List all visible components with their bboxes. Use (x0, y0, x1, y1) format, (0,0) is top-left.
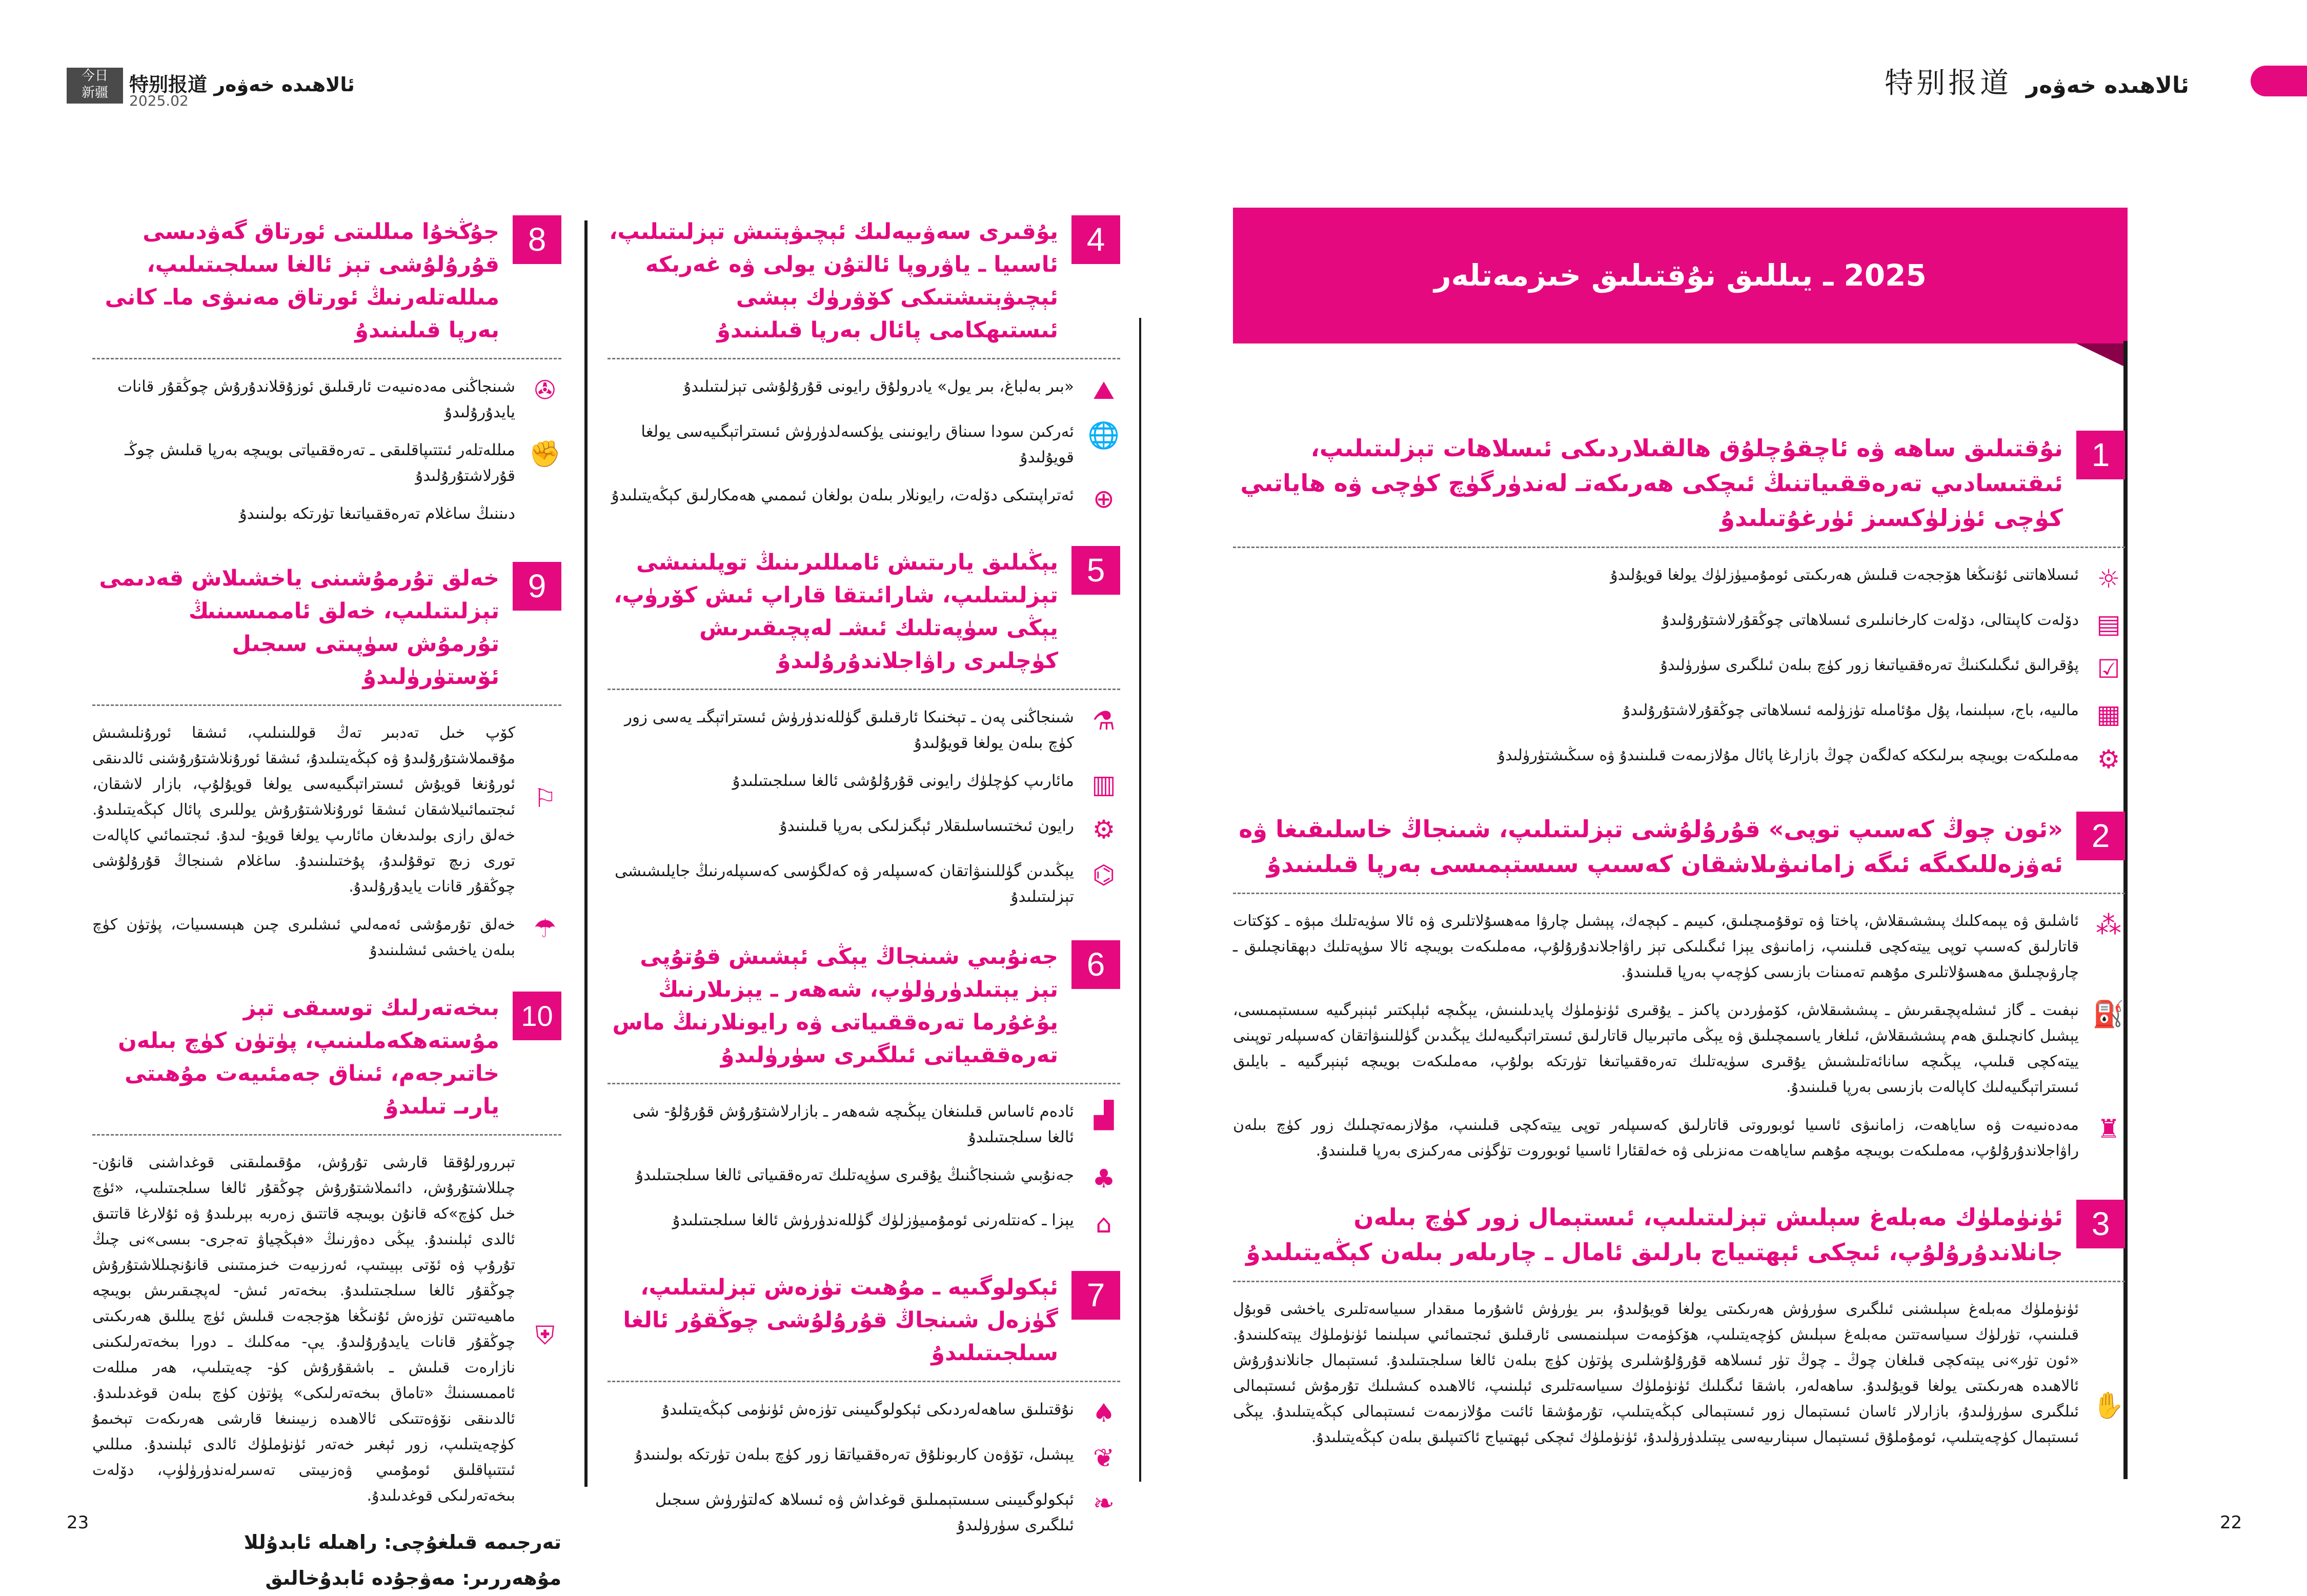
list-item (92, 437, 561, 489)
list-item (608, 374, 1120, 407)
list-item (1233, 698, 2125, 731)
people-care-icon: ⚐ (533, 783, 557, 813)
column-divider-1 (584, 220, 588, 1487)
dashed-rule (608, 1381, 1120, 1382)
hand-coin-icon: ✋ (2092, 1390, 2125, 1420)
section-3 (1233, 1200, 2125, 1450)
list-item-text: مالىيە، باج، سېلىنما، پۇل مۇئامىلە تۈزۈلمە ئىسلاھاتى چوڭقۇرلاشتۇرۇلىدۇ (1623, 701, 2079, 719)
paragraph-block (1233, 998, 2125, 1100)
list-item-text: ئەتراپىتىكى دۆلەت، رايونلار بىلەن بولغان ئىممىي ھەمكارلىق كېڭەيتىلىدۇ (611, 486, 1074, 504)
logo-line-1: 今日 (81, 68, 108, 84)
translator-credit: تەرجىمە قىلغۇچى: راھىلە ئابدۇللا (244, 1531, 561, 1553)
list-item-text: يېزا ـ كەنتلەرنى ئومۇمىيۈزلۈك گۈللەندۈرۈش ئالغا سىلجىتىلىدۇ (672, 1211, 1074, 1229)
list-item (608, 482, 1120, 515)
paragraph: خەلق تۇرمۇشى ئەمەلىي ئىشلىرى چىن ھېسسىيات، پۈتۈن كۈچ بىلەن ياخشى ئىشلىنىدۇ (92, 916, 515, 959)
unity-icon: ✇ (534, 375, 556, 405)
dashed-rule (1233, 547, 2125, 548)
left-column (92, 215, 561, 1596)
dashed-rule (92, 358, 561, 359)
right-header-title-ug: ئالاھىدە خەۋەر (2026, 72, 2189, 98)
list-item-text: رايون ئىختىساسلىقلار ئېگىزلىكى بەرپا قىلىنىدۇ (779, 817, 1074, 835)
header-color-tab (2251, 66, 2307, 96)
paragraph-block (92, 720, 561, 900)
section-5 (608, 546, 1120, 910)
section-title: بىخەتەرلىك توسىقى تېز مۇستەھكەملىنىپ، پۈتۈن كۈچ بىلەن خاتىرجەم، ئىناق جەمئىيەت مۇھىتى يارىـ تىلىدۇ (118, 995, 499, 1119)
title-banner (1233, 208, 2128, 344)
section-7 (608, 1271, 1120, 1538)
section-number: 6 (1071, 940, 1120, 989)
section-2 (1233, 812, 2125, 1164)
oil-pump-icon: ⛽ (2092, 999, 2125, 1029)
list-item-text: ئادەم ئاساس قىلىنغان يېڭىچە شەھەر ـ بازارلاشتۇرۇش قۇرۇلۇ- شى ئالغا سىلجىتىلىدۇ (632, 1102, 1074, 1146)
finance-icon: ▦ (2096, 699, 2121, 729)
page-number-left: 23 (67, 1512, 89, 1533)
list-item (608, 1162, 1120, 1195)
magazine-logo (67, 68, 123, 104)
paragraph-block (92, 912, 561, 963)
list-item (1233, 562, 2125, 595)
list-item-text: يېشىل، تۆۋەن كاربونلۇق تەرەققىياتقا زور كۈچ بىلەن تۈرتكە بولىنىدۇ (635, 1445, 1074, 1464)
globe-network-icon: ⊕ (1093, 484, 1115, 514)
dashed-rule (92, 1134, 561, 1136)
list-item-text: مىللەتلەر ئىتتىپاقلىقى ـ تەرەققىياتى بويىچە بەرپا قىلىش چوڭـ قۇرلاشتۇرۇلىدۇ (125, 441, 515, 485)
section-8 (92, 215, 561, 534)
traveler-icon: ♜ (2097, 1114, 2120, 1144)
section-title: يېڭىلىق يارىتىش ئامىللىرىنىڭ توپلىنىشى تېزلىتىلىپ، شارائىتقا قاراپ ئىش كۆرۈپ، يېڭى سۈپەتلىك ئىشـ لەپچىقىرىش كۈچلىرى راۋاجلاندۇرۇلىدۇ (614, 550, 1058, 674)
dashed-rule (1233, 1281, 2125, 1282)
list-item-text: شىنجاڭنى مەدەنىيەت ئارقىلىق ئوزۇقلاندۇرۇش چوڭقۇر قانات يايدۇرۇلىدۇ (117, 377, 515, 421)
dashed-rule (608, 1083, 1120, 1084)
section-number: 5 (1071, 546, 1120, 595)
column-divider-2 (1139, 318, 1141, 1482)
paragraph-block (92, 1150, 561, 1509)
globe-icon: 🌐 (1087, 420, 1120, 450)
section-10 (92, 992, 561, 1509)
leaf-icon: ❦ (1093, 1443, 1115, 1473)
section-1 (1233, 431, 2125, 776)
banner-title: 2025 ـ يىللىق نۇقتىلىق خىزمەتلەر (1434, 258, 1927, 293)
section-title: «ئون چوڭ كەسىپ توپى» قۇرۇلۇشى تېزلىتىلىپ، شىنجاڭ خاسلىقىغا ۋە ئەۋزەللىكىگە ئىگە زامانىۋىلاشقان كەسىپ سىستېمىسى بەرپا قىلىنىدۇ (1239, 815, 2063, 878)
list-item-text: پۇقرالىق ئىگىلىكنىڭ تەرەققىياتىغا زور كۈچ بىلەن ئىلگىرى سۈرۈلىدۇ (1660, 656, 2079, 674)
list-item-text: دۆلەت كاپىتالى، دۆلەت كارخانىلىرى ئىسلاھاتى چوڭقۇرلاشتۇرۇلىدۇ (1662, 611, 2079, 629)
section-title: ئېكولوگىيە ـ مۇھىت تۈزەش تېزلىتىلىپ، گۈزەل شىنجاڭ قۇرۇلۇشى چوڭقۇر ئالغا سىلجىتىلىدۇ (623, 1275, 1058, 1366)
document-icon: ▤ (2096, 609, 2121, 639)
section-number: 9 (513, 562, 561, 611)
belt-road-icon: ⛰ (1093, 375, 1115, 405)
right-header-title-cn: 特别报道 (1885, 67, 2012, 100)
list-item (608, 1099, 1120, 1150)
list-item-text: جەنۇبىي شىنجاڭنىڭ يۇقىرى سۈپەتلىك تەرەققىياتى ئالغا سىلجىتىلىدۇ (636, 1166, 1074, 1184)
list-item (608, 1487, 1120, 1538)
list-item (608, 768, 1120, 801)
section-number: 3 (2076, 1200, 2125, 1248)
banner-fold (2076, 344, 2128, 368)
list-item (92, 501, 561, 534)
section-title: ئۈنۈملۈك مەبلەغ سېلىش تېزلىتىلىپ، ئىستېمال زور كۈچ بىلەن جانلاندۇرۇلۇپ، ئىچكى ئېھتىياج بارلىق ئامال ـ چارىلەر بىلەن كېڭەيتىلىدۇ (1246, 1203, 2063, 1266)
farmland-icon: ♣ (1092, 1164, 1116, 1194)
tree-icon: ♠ (1092, 1398, 1116, 1428)
network-icon: ⁂ (2096, 910, 2121, 940)
list-item (608, 813, 1120, 846)
paragraph-block (1233, 1113, 2125, 1164)
ecology-hand-icon: ❧ (1093, 1488, 1115, 1518)
section-title: خەلق تۇرمۇشىنى ياخشىلاش قەدىمى تېزلىتىلىپ، خەلق ئاممىسىنىڭ تۇرمۇش سۈپىتى سىجىل ئۆستۈرۈلىدۇ (99, 565, 499, 690)
list-item (608, 419, 1120, 470)
credits (92, 1524, 561, 1596)
paragraph-block (1233, 908, 2125, 985)
clipboard-icon: ☑ (2097, 654, 2120, 684)
list-item (608, 1442, 1120, 1474)
paragraph: مەدەنىيەت ۋە ساياھەت، زامانىۋى ئاسىيا ئوبوروتى قاتارلىق كەسىپلەر توپى ييتەكچى قىلىنىپ، مۇلازىمەتچىلىك زور كۈچ بىلەن راۋاجلاندۇرۇلۇپ، مەملىكەت بويىچە مۇھىم ساياھەت مەنزىلى ۋە خەلقئارا ئاسىيا ئوبوروت تۈگۈنى مەركىزى بەرپا قىلىنىدۇ. (1233, 1116, 2079, 1160)
list-item-text: «بىر بەلباغ، بىر يول» يادرولۇق رايونى قۇرۇلۇشى تېزلىتىلىدۇ (683, 377, 1074, 396)
section-title: جەنۇبىي شىنجاڭ يېڭى ئېشىش قۇتۇپى تېز يېتىلدۈرۈلۈپ، شەھەر ـ يېزىلارنىڭ يۇغۇرما تەرەققىياتى ۋە رايونلارنىڭ ماس تەرەققىياتى ئىلگىرى سۈرۈلىدۇ (612, 944, 1058, 1068)
right-page-header (1885, 60, 2189, 102)
microscope-icon: ⚗ (1092, 706, 1116, 736)
shield-icon: ⛨ (535, 1321, 555, 1350)
list-item (1233, 608, 2125, 640)
dashed-rule (92, 704, 561, 706)
section-number: 7 (1071, 1271, 1120, 1320)
list-item (608, 1207, 1120, 1240)
list-item (608, 704, 1120, 756)
paragraph-block (1233, 1297, 2125, 1450)
issue-date: 2025.02 (129, 92, 189, 109)
paragraph: ئۈنۈملۈك مەبلەغ سېلىشنى ئىلگىرى سۈرۈش ھەرىكىتى يولغا قويۇلىدۇ، بىر يۈرۈش ئاشۇرما مىقدار سىياسەتلىرى ياخشى قوبۇل قىلىنىپ، تۈرلۈك سىياسەتتىن مەبلەغ سېلىش كۈچەيتىلىپ، ھۆكۈمەت سېلىنمىسى ئارقىلىق ئىجتىمائىي سېلىنما ئۈنۈملۈك يېتەكلىنىدۇ. «ئون تۈر»نى يېتەكچى قىلغان چوڭ ـ چوڭ تۈر ئىسلاھە قۇرۇلۇشلىرى پۈتۈن كۈچ بىلەن ئالغا سىلجىتىلىدۇ. ئىستېمال جانلاندۇرۇش ئالاھىدە ھەرىكىتى يولغا قويۇلىدۇ. ساھەلەر، باشقا ئىگىلىك ئۈنۈملۈك سىياسەتلىرى ئېلىنىپ، ئالاھىدە كىشىلىك تۇرمۇش ئىستېمالى ئىلگىرى سۈرۈلىدۇ، بازارلار ئاسان ئىستېمال زور ئىستېمالى كېڭەيتىلىپ، تۇرمۇشقا ئائىت مۇلازىمەت ئىستېمالى كېڭەيتىلىدۇ. يېڭى ئىستېمال كۈچەيتىلىپ، ئومۇملۇق ئىستېمال سېنارىيەسى يېتىلدۈرۈلىدۇ، ئۈنۈملۈك ئىچكى ئېھتىياج ئاكتىپلىق بىلەن كېڭەيتىلىدۇ. (1233, 1300, 2079, 1446)
logo-line-2: 新疆 (81, 85, 108, 100)
paragraph: ئاشلىق ۋە يېمەكلىك پىششىقلاش، پاختا ۋە توقۇمىچىلىق، كىيىم ـ كېچەك، پېشىل چارۋا مەھسۇلاتلىرى ۋە ئالا سۈيەتلىك مېۋە ـ كۆكتات قاتارلىق كەسىپ توپى ييتەكچى قىلىنىپ، زامانىۋى يېزا ئىگىلىكى تېز راۋاجلاندۇرۇلۇپ، مەملىكەت بويىچە ئالا سۈپەتلىك دېھقانچىلىق ـ چارۋىچىلىق مەھسۇلاتلىرى مۇھىم تەمىنات بازىسى كۈچەپ بەرپا قىلىنىدۇ. (1233, 912, 2079, 981)
list-item-text: شىنجاڭنى پەن ـ تېخنىكا ئارقىلىق گۈللەندۈرۈش ئىستراتېگىـ يەسى زور كۈچ بىلەن يولغا قويۇلىدۇ (624, 708, 1074, 752)
family-umbrella-icon: ☂ (533, 914, 557, 943)
section-title: نۇقتىلىق ساھە ۋە ئاچقۇچلۇق ھالقىلاردىكى ئىسلاھات تېزلىتىلىپ، ئىقتىسادىي تەرەققىياتنىڭ ئىچكى ھەرىكەتـ لەندۈرگۈچ كۈچى ۋە ھاياتىي كۈچى ئۈزلۈكسىز ئۈرغۇتىلىدۇ (1240, 434, 2063, 532)
list-item-text: ئىسلاھاتنى ئۇنىڭغا ھۆججەت قىلىش ھەرىكىتى ئومۇمىيۈزلۈك يولغا قويۇلىدۇ (1610, 566, 2079, 584)
village-icon: ⌂ (1096, 1209, 1112, 1239)
dashed-rule (608, 358, 1120, 359)
section-number: 10 (513, 992, 561, 1040)
section-4 (608, 215, 1120, 515)
right-page-column (1233, 431, 2125, 1486)
section-number: 8 (513, 215, 561, 264)
section-6 (608, 940, 1120, 1240)
list-item-text: ئېكولوگىيىنى سىستېمىلىق قوغداش ۋە ئىسلاھ كەلتۈرۈش سىجىل ئىلگىرى سۈرۈلىدۇ (655, 1490, 1074, 1534)
handshake-icon: ✊ (529, 439, 561, 469)
settings-icon: ⚙ (2097, 744, 2120, 774)
religion-icon (529, 501, 561, 534)
list-item-text: يېڭىدىن گۈللىنىۋاتقان كەسىپلەر ۋە كەلگۈسى كەسىپلەرنىڭ جايلىشىشى تېزلىتىلىدۇ (614, 862, 1074, 906)
innovation-icon: ⚙ (1092, 815, 1116, 844)
lightbulb-icon: ☼ (2097, 564, 2120, 594)
list-item-text: ئەركىن سودا سىناق رايونىنى يۈكسەلدۈرۈش ئىستراتېگىيەسى يولغا قويۇلىدۇ (641, 422, 1074, 467)
section-number: 2 (2076, 812, 2125, 860)
education-icon: ▥ (1091, 770, 1116, 799)
section-number: 1 (2076, 431, 2125, 479)
section-number: 4 (1071, 215, 1120, 264)
list-item (1233, 743, 2125, 776)
list-item-text: دىننىڭ ساغلام تەرەققىياتىغا تۈرتكە بولىنىدۇ (239, 504, 515, 523)
list-item (92, 374, 561, 425)
section-title: جۇڭخۇا مىللىتى ئورتاق گەۋدىسى قۇرۇلۇشى تېز ئالغا سىلجىتىلىپ، مىللەتلەرنىڭ ئورتاق مەنىۋى ماـ كانى بەرپا قىلىنىدۇ (105, 219, 499, 343)
section-title: يۇقىرى سەۋىيەلىك ئېچىۋېتىش تېزلىتىلىپ، ئاسىيا ـ ياۋروپا ئالتۇن يولى ۋە غەربكە ئېچىۋېتىشتىكى كۆۋرۈك بېشى ئىستىھكامى پائال بەرپا قىلىنىدۇ (609, 219, 1058, 343)
list-item-text: مائارىپ كۈچلۈك رايونى قۇرۇلۇشى ئالغا سىلجىتىلىدۇ (732, 772, 1074, 790)
paragraph: نېفىت ـ گاز ئىشلەپچىقىرىش ـ پىششىقلاش، كۆمۈردىن پاكىز ـ يۇقىرى ئۈنۈملۈك پايدىلىنىش، يېڭىچە ئېلېكتىر ئېنېرگىيە سىستېمىسى، يېشىل كانچىلىق ھەم پىششىقلاش، ئىلغار ياسىمچىلىق ۋە يېڭى ماتېرىيال قاتارلىق ئىستراتېگىيەلىك يېڭىدىن گۈللىنىۋاتقان كەسىپلەر توپىنى ييتەكچى قىلىپ، يېڭىچە سانائەتلىشىش يۇقىرى سۈيەتلىك تەرەققىياتىغا تۈرتكە بولۇپ، مەملىكەت بويىچە ئېنېرگىيە ـ بايلىق ئىستراتېگىيەلىك كاپالەت بازىسى بەرپا قىلىنىدۇ. (1233, 1001, 2079, 1096)
page-number-right: 22 (2220, 1512, 2242, 1533)
middle-column (608, 215, 1120, 1574)
dashed-rule (608, 689, 1120, 690)
city-icon: ▟ (1094, 1100, 1114, 1130)
paragraph: تېررورلۇققا قارشى تۇرۇش، مۇقىملىقنى قوغداشنى قانۇن- چىللاشتۇرۇش، دائىملاشتۇرۇش چوڭقۇر ئالغا سىلجىتىلىپ، «ئۈچ خىل كۈچ»كە قانۇن بويىچە قاتتىق زەربە بېرىلىدۇ ۋە ئۇلارغا قاتتىق ئالدى ئېلىنىدۇ. يېڭى دەۋرنىڭ «فېڭچياۋ تەجرى- بىسى»نى چىڭ تۇرۇپ ۋە ئۆتى بېيىتىپ، ئەرزىيەت خىزمىتىنى قانۇنچىللاشتۇرۇش چوڭقۇر ئالغا سىلجىتىلىدۇ. بىخەتەر ئىش- لەپچىقىرىش بويىچە ماھىيەتتىن تۈزەش ئۇنىڭغا ھۆججەت قىلىش ئۈچ يىللىق ھەرىكىتى چوڭقۇر قانات يايدۇرۇلىدۇ. يې- مەكلىك ـ دورا بىخەتەرلىكىنى نازارەت قىلىش ـ باشقۇرۇش كۈ- چەيتىلىپ، ھەر مىللەت ئاممىسىنىڭ «تاماق بىخەتەرلىكى» پۈتۈن كۈچ بىلەن قوغدىلىدۇ. ئالدىنقى نۆۋەتتىكى ئالاھىدە زىيىنىغا قارشى ھەرىكەت تېخىمۇ كۈچەيتىلىپ، زور ئېغىر خەتەر ئۈنۈملۈك ئالدى ئېلىنىدۇ. مىللىي ئىتتىپاقلىق ئومۇمىي ۋەزىيىتى تەسىرلەندۈرۈلۈپ، دۆلەت بىخەتەرلىكى قوغدىلىدۇ. (92, 1154, 515, 1505)
editor-credit: مۇھەررىر: مەۋجۇدە ئابدۇخالىق (265, 1567, 561, 1589)
circuit-icon: ⌬ (1092, 860, 1115, 890)
list-item-text: مەملىكەت بويىچە بىرلىككە كەلگەن چوڭ بازارغا پائال مۇلازىمەت قىلىنىدۇ ۋە سىڭىشتۈرۈلىدۇ (1497, 746, 2079, 764)
list-item (608, 858, 1120, 910)
section-9 (92, 562, 561, 963)
list-item (608, 1397, 1120, 1429)
dashed-rule (1233, 893, 2125, 894)
list-item (1233, 653, 2125, 685)
left-header-title: 特别报道 ئالاھىدە خەۋەر (129, 73, 355, 96)
list-item-text: نۇقتىلىق ساھەلەردىكى ئېكولوگىيىنى تۈزەش ئۈنۈمى كېڭەيتىلىدۇ (662, 1400, 1074, 1419)
paragraph: كۆپ خىل تەدبىر تەڭ قوللىنىلىپ، ئىشقا ئورۇنلىشىش مۇقىملاشتۇرۇلىدۇ ۋە كېڭەيتىلىدۇ، ئىشقا ئورۇنلاشتۇرۇشنى ئالدىنقى ئورۇنغا قويۇش ئىستراتېگىيەسى يولغا قويۇلۇپ، بازار لاشقان، ئىجتىمائىيلاشقان ئىشقا ئورۇنلاشتۇرۇش يوللىرى پائال كېڭەيتىلىدۇ. خەلق رازى بولىدىغان مائارىپ يولغا قويۇ- لىدۇ. ئىجتىمائىي كاپالەت تورى زىچ توقۇلىدۇ، پۇختىلىنىدۇ. ساغلام شىنجاڭ قۇرۇلۇشى چوڭقۇر قانات يايدۇرۇلىدۇ. (92, 724, 515, 896)
